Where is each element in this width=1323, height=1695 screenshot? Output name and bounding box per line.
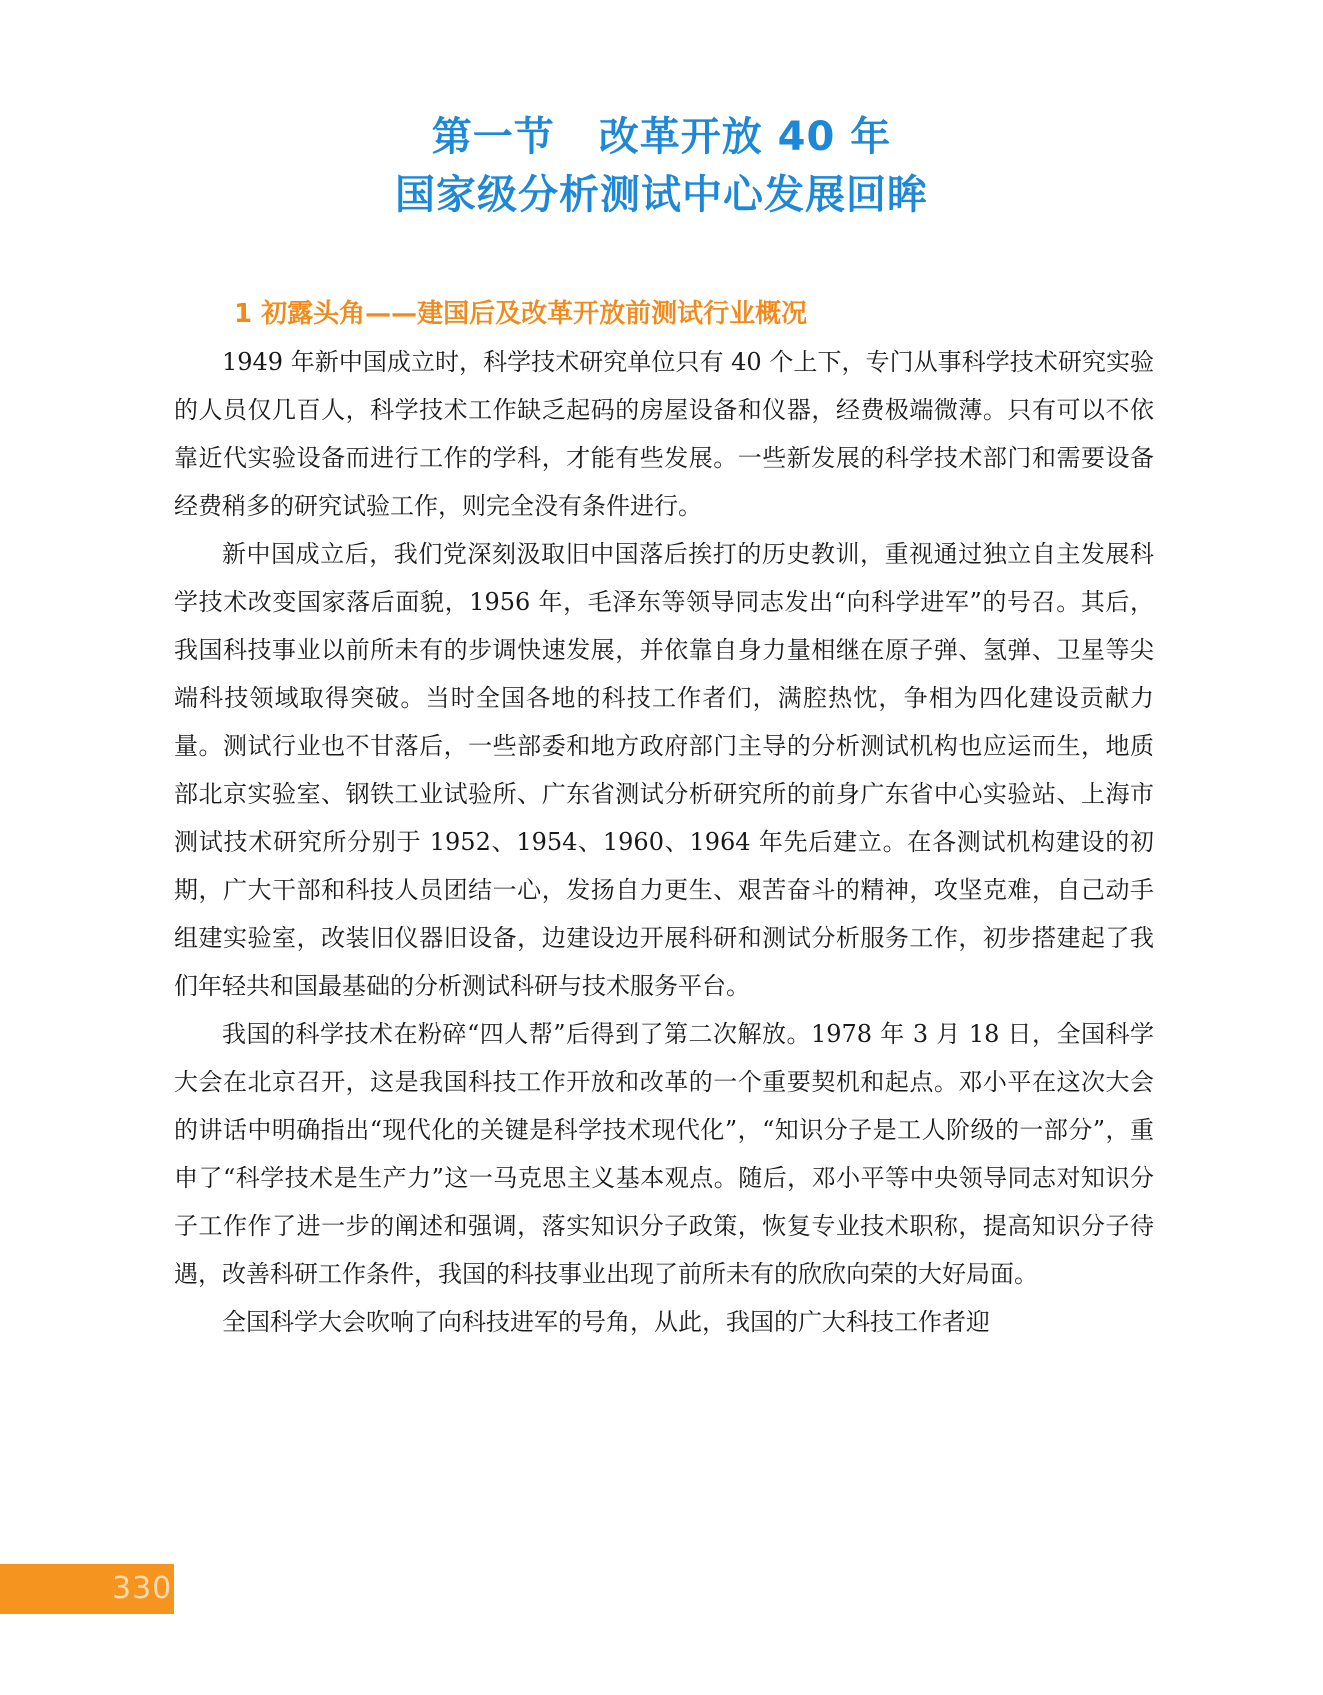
- title-line-1: [0, 108, 1323, 166]
- section-number: 第一节: [431, 114, 555, 160]
- title-main: 改革开放 40 年: [598, 114, 892, 160]
- title-line-2: 国家级分析测试中心发展回眸: [395, 172, 928, 218]
- paragraph: 我国的科学技术在粉碎“四人帮”后得到了第二次解放。1978 年 3 月 18 日，全国科学大会在北京召开，这是我国科技工作开放和改革的一个重要契机和起点。邓小平在这次大会的讲话中明确指出“现代化的关键是科学技术现代化”，“知识分子是工人阶级的一部分”，重申了“科学技术是生产力”这一马克思主义基本观点。随后，邓小平等中央领导同志对知识分子工作作了进一步的阐述和强调，落实知识分子政策，恢复专业技术职称，提高知识分子待遇，改善科研工作条件，我国的科技事业出现了前所未有的欣欣向荣的大好局面。: [174, 1020, 1154, 1288]
- chapter-title: [0, 108, 1323, 224]
- paragraph: 全国科学大会吹响了向科技进军的号角，从此，我国的广大科技工作者迎: [222, 1308, 990, 1336]
- page-number: 330: [112, 1571, 173, 1606]
- paragraph: 新中国成立后，我们党深刻汲取旧中国落后挨打的历史教训，重视通过独立自主发展科学技术改变国家落后面貌，1956 年，毛泽东等领导同志发出“向科学进军”的号召。其后，我国科技事业以前所未有的步调快速发展，并依靠自身力量相继在原子弹、氢弹、卫星等尖端科技领域取得突破。当时全国各地的科技工作者们，满腔热忱，争相为四化建设贡献力量。测试行业也不甘落后，一些部委和地方政府部门主导的分析测试机构也应运而生，地质部北京实验室、钢铁工业试验所、广东省测试分析研究所的前身广东省中心实验站、上海市测试技术研究所分别于 1952、1954、1960、1964 年先后建立。在各测试机构建设的初期，广大干部和科技人员团结一心，发扬自力更生、艰苦奋斗的精神，攻坚克难，自己动手组建实验室，改装旧仪器旧设备，边建设边开展科研和测试分析服务工作，初步搭建起了我们年轻共和国最基础的分析测试科研与技术服务平台。: [174, 540, 1154, 1000]
- paragraph: 1949 年新中国成立时，科学技术研究单位只有 40 个上下，专门从事科学技术研究实验的人员仅几百人，科学技术工作缺乏起码的房屋设备和仪器，经费极端微薄。只有可以不依靠近代实验设备而进行工作的学科，才能有些发展。一些新发展的科学技术部门和需要设备经费稍多的研究试验工作，则完全没有条件进行。: [174, 348, 1154, 520]
- section-heading: 1 初露头角——建国后及改革开放前测试行业概况: [234, 299, 808, 329]
- body-text: [174, 338, 1154, 1346]
